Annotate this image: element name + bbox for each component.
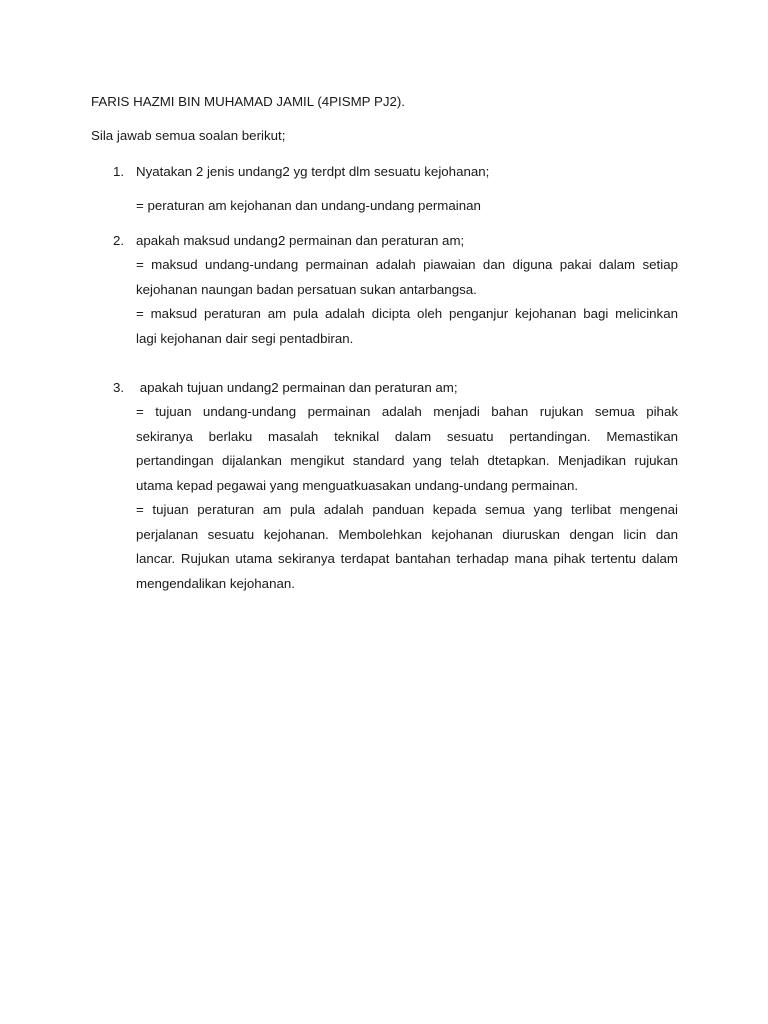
question-3-answer-line: sekiranya berlaku masalah teknikal dalam sesuatu pertandingan. Memastikan bbox=[136, 428, 678, 444]
question-2-answer bbox=[136, 253, 678, 351]
instruction-text: Sila jawab semua soalan berikut; bbox=[91, 128, 286, 143]
question-1-number: 1. bbox=[113, 164, 125, 179]
question-3-answer-line: mengendalikan kejohanan. bbox=[136, 575, 295, 591]
question-3-number: 3. bbox=[113, 380, 125, 395]
document-header: FARIS HAZMI BIN MUHAMAD JAMIL (4PISMP PJ2). bbox=[91, 94, 406, 109]
question-2-number: 2. bbox=[113, 233, 125, 248]
question-3-text: apakah tujuan undang2 permainan dan peraturan am; bbox=[136, 380, 458, 395]
question-2-answer-line: = maksud peraturan am pula adalah dicipta oleh penganjur kejohanan bagi melicinkan bbox=[136, 306, 678, 321]
question-1-text: Nyatakan 2 jenis undang2 yg terdpt dlm sesuatu kejohanan; bbox=[136, 164, 490, 179]
question-2-answer-line: lagi kejohanan dair segi pentadbiran. bbox=[136, 330, 354, 346]
question-2-answer-line: = maksud undang-undang permainan adalah piawaian dan diguna pakai dalam setiap bbox=[136, 257, 678, 272]
question-3-answer-line: pertandingan dijalankan mengikut standard yang telah dtetapkan. Menjadikan rujukan bbox=[136, 453, 678, 468]
question-3-answer bbox=[136, 400, 678, 596]
question-3-answer-line: perjalanan sesuatu kejohanan. Membolehkan kejohanan diuruskan dengan licin dan bbox=[136, 526, 678, 542]
question-2-answer-line: kejohanan naungan badan persatuan sukan antarbangsa. bbox=[136, 281, 477, 297]
question-3-answer-line: lancar. Rujukan utama sekiranya terdapat bantahan terhadap mana pihak tertentu dalam bbox=[136, 551, 678, 566]
question-1-answer-line: = peraturan am kejohanan dan undang-undang permainan bbox=[136, 198, 481, 213]
question-3-answer-line: = tujuan peraturan am pula adalah panduan kepada semua yang terlibat mengenai bbox=[136, 502, 678, 517]
question-2-text: apakah maksud undang2 permainan dan peraturan am; bbox=[136, 233, 465, 248]
question-3-answer-line: utama kepad pegawai yang menguatkuasakan undang-undang permainan. bbox=[136, 477, 579, 493]
question-3-answer-line: = tujuan undang-undang permainan adalah menjadi bahan rujukan semua pihak bbox=[136, 404, 678, 419]
